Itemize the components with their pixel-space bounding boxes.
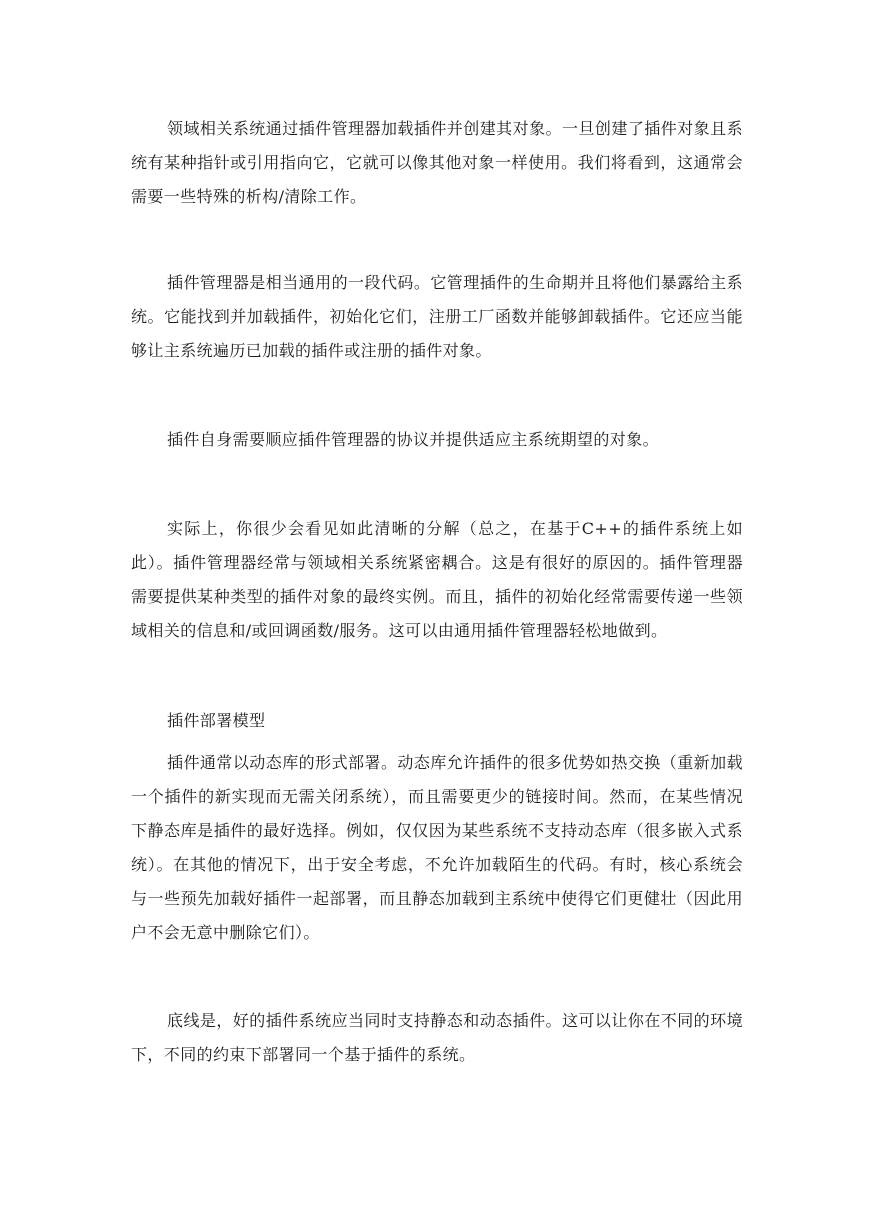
paragraph-domain-system: 领域相关系统通过插件管理器加载插件并创建其对象。一旦创建了插件对象且系统有某种指针或引用指向它，它就可以像其他对象一样使用。我们将看到，这通常会需要一些特殊的析构/清除工作。 [131, 119, 743, 206]
paragraph-plugin-manager: 插件管理器是相当通用的一段代码。它管理插件的生命期并且将他们暴露给主系统。它能找到并加载插件，初始化它们，注册工厂函数并能够卸载插件。它还应当能够让主系统遍历已加载的插件或注册的插件对象。 [131, 273, 743, 360]
section-heading-deployment-model: 插件部署模型 [167, 711, 266, 730]
paragraph-decomposition: 实际上，你很少会看见如此清晰的分解（总之，在基于C++的插件系统上如此）。插件管理器经常与领域相关系统紧密耦合。这是有很好的原因的。插件管理器需要提供某种类型的插件对象的最终实例。而且，插件的初始化经常需要传递一些领域相关的信息和/或回调函数/服务。这可以由通用插件管理器轻松地做到。 [131, 519, 743, 640]
paragraph-dynamic-libraries: 插件通常以动态库的形式部署。动态库允许插件的很多优势如热交换（重新加载一个插件的新实现而无需关闭系统），而且需要更少的链接时间。然而，在某些情况下静态库是插件的最好选择。例如，仅仅因为某些系统不支持动态库（很多嵌入式系统）。在其他的情况下，出于安全考虑，不允许加载陌生的代码。有时，核心系统会与一些预先加载好插件一起部署，而且静态加载到主系统中使得它们更健壮（因此用户不会无意中删除它们）。 [131, 753, 743, 942]
paragraph-plugin-protocol: 插件自身需要顺应插件管理器的协议并提供适应主系统期望的对象。 [167, 430, 660, 449]
paragraph-bottom-line: 底线是，好的插件系统应当同时支持静态和动态插件。这可以让你在不同的环境下，不同的约束下部署同一个基于插件的系统。 [131, 1011, 743, 1064]
